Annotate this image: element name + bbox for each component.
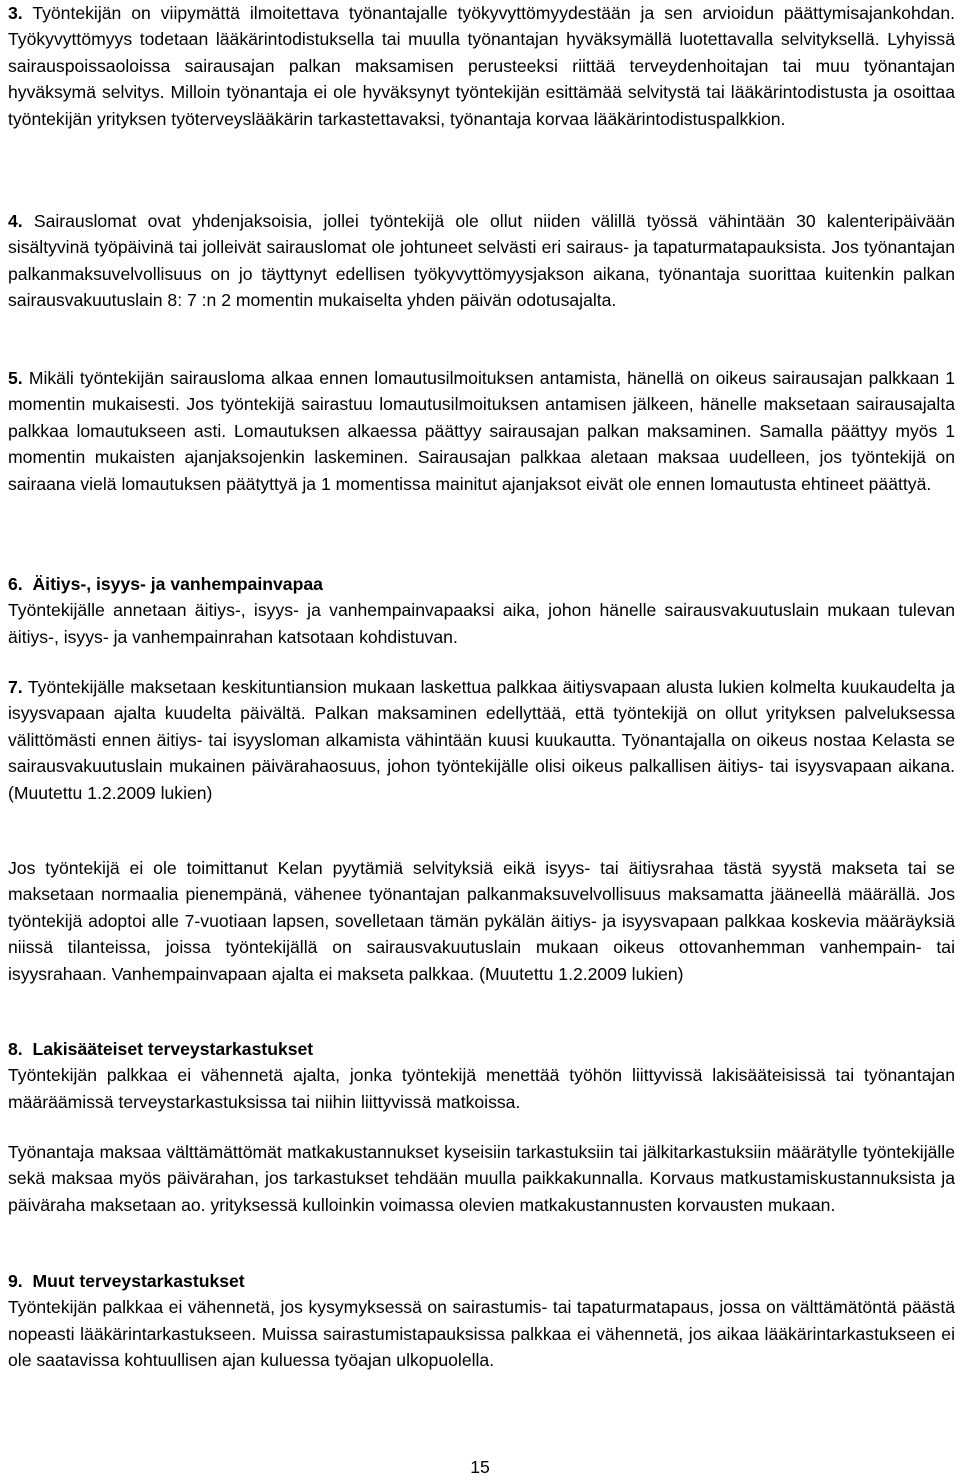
paragraph-7-continued <box>8 855 955 987</box>
page-number: 15 <box>470 1457 490 1477</box>
section-title: Lakisääteiset terveystarkastukset <box>32 1039 314 1059</box>
paragraph-text: Sairauslomat ovat yhdenjaksoisia, jollei työntekijä ole ollut niiden välillä työssä vähintään 30 kalenteripäivään sisältyvinä työpäivinä tai jolleivät sairauslomat ole johtuneet selvästi eri sairaus- ja tapaturmatapauksista. Jos työnantajan palkanmaksuvelvollisuus on jo täyttynyt edellisen työkyvyttömyysjakson aikana, työnantaja suorittaa kuitenkin palkan sairausvakuutuslain 8: 7 :n 2 momentin mukaiselta yhden päivän odotusajalta. <box>8 211 955 311</box>
section-text: Työntekijän palkkaa ei vähennetä ajalta, jonka työntekijä menettää työhön liittyvissä lakisääteisissä tai työnantajan määräämissä terveystarkastuksissa tai niihin liittyvissä matkoissa. <box>8 1065 955 1112</box>
section-title: Äitiys-, isyys- ja vanhempainvapaa <box>32 574 323 594</box>
paragraph-3 <box>8 0 955 132</box>
paragraph-number: 5. <box>8 368 23 388</box>
section-title: Muut terveystarkastukset <box>32 1271 245 1291</box>
section-8-paragraph-2 <box>8 1139 955 1218</box>
section-8 <box>8 1036 955 1115</box>
paragraph-7 <box>8 674 955 806</box>
section-heading <box>8 1036 955 1062</box>
paragraph-number: 7. <box>8 677 23 697</box>
section-9 <box>8 1268 955 1374</box>
section-heading <box>8 571 955 597</box>
section-heading <box>8 1268 955 1294</box>
section-text: Työntekijälle annetaan äitiys-, isyys- ja vanhempainvapaaksi aika, johon hänelle sairausvakuutuslain mukaan tulevan äitiys-, isyys- ja vanhempainrahan katsotaan kohdistuvan. <box>8 600 955 647</box>
paragraph-text: Työntekijän on viipymättä ilmoitettava työnantajalle työkyvyttömyydestään ja sen arvioidun päättymisajankohdan. Työkyvyttömyys todetaan lääkärintodistuksella tai muulla työnantajan hyväksymällä luotettavalla selvityksellä. Lyhyissä sairauspoissaoloissa sairausajan palkan maksamisen perusteeksi riittää terveydenhoitajan tai muu työnantajan hyväksymä selvitys. Milloin työnantaja ei ole hyväksynyt työntekijän esittämää selvitystä tai lääkärintodistusta ja osoittaa työntekijän yrityksen työterveyslääkärin tarkastettavaksi, työnantaja korvaa lääkärintodistuspalkkion. <box>8 3 955 129</box>
paragraph-4 <box>8 208 955 314</box>
section-number: 8. <box>8 1039 23 1059</box>
paragraph-number: 4. <box>8 211 23 231</box>
section-6 <box>8 571 955 650</box>
section-text: Työntekijän palkkaa ei vähennetä, jos kysymyksessä on sairastumis- tai tapaturmatapaus, jossa on välttämätöntä päästä nopeasti lääkärintarkastukseen. Muissa sairastumistapauksissa palkkaa ei vähennetä, jos aikaa lääkärintarkastukseen ei ole saatavissa kohtuullisen ajan kuluessa työajan ulkopuolella. <box>8 1297 955 1371</box>
paragraph-text: Mikäli työntekijän sairausloma alkaa ennen lomautusilmoituksen antamista, hänellä on oikeus sairausajan palkkaan 1 momentin mukaisesti. Jos työntekijä sairastuu lomautusilmoituksen antamisen jälkeen, hänelle maksetaan sairausajalta palkkaa lomautukseen asti. Lomautuksen alkaessa päättyy sairausajan palkan maksaminen. Samalla päättyy myös 1 momentin mukaisten ajanjaksojenkin laskeminen. Sairausajan palkkaa aletaan maksaa uudelleen, jos työntekijä on sairaana vielä lomautuksen päätyttyä ja 1 momentissa mainitut ajanjaksot eivät ole ennen lomautusta ehtineet päättyä. <box>8 368 956 494</box>
section-number: 9. <box>8 1271 23 1291</box>
paragraph-5 <box>8 365 955 497</box>
section-number: 6. <box>8 574 23 594</box>
paragraph-text: Jos työntekijä ei ole toimittanut Kelan pyytämiä selvityksiä eikä isyys- tai äitiysrahaa tästä syystä makseta tai se maksetaan normaalia pienempänä, vähenee työnantajan palkanmaksuvelvollisuus maksamatta jääneellä määrällä. Jos työntekijä adoptoi alle 7-vuotiaan lapsen, sovelletaan tämän pykälän äitiys- ja isyysvapaan palkkaa koskevia määräyksiä niissä tilanteissa, joissa työntekijällä on sairausvakuutuslain mukaan oikeus ottovanhemman vanhempain- tai isyysrahaan. Vanhempainvapaan ajalta ei makseta palkkaa. (Muutettu 1.2.2009 lukien) <box>8 858 955 984</box>
paragraph-text: Työnantaja maksaa välttämättömät matkakustannukset kyseisiin tarkastuksiin tai jälkitarkastuksiin määrätylle työntekijälle sekä maksaa myös päivärahan, jos tarkastukset tehdään muulla paikkakunnalla. Korvaus matkustamiskustannuksista ja päiväraha maksetaan ao. yrityksessä kulloinkin voimassa olevien matkakustannusten korvausten mukaan. <box>8 1142 955 1215</box>
paragraph-text: Työntekijälle maksetaan keskituntiansion mukaan laskettua palkkaa äitiysvapaan alusta lukien kolmelta kuukaudelta ja isyysvapaan ajalta kuudelta päivältä. Palkan maksaminen edellyttää, että työntekijä on ollut yrityksen palveluksessa välittömästi ennen äitiys- tai isyysloman alkamista vähintään kuusi kuukautta. Työnantajalla on oikeus nostaa Kelasta se sairausvakuutuslain mukainen päivärahaosuus, johon työntekijälle olisi oikeus palkallisen äitiys- tai isyysvapaan aikana. (Muutettu 1.2.2009 lukien) <box>8 677 956 803</box>
paragraph-number: 3. <box>8 3 23 23</box>
